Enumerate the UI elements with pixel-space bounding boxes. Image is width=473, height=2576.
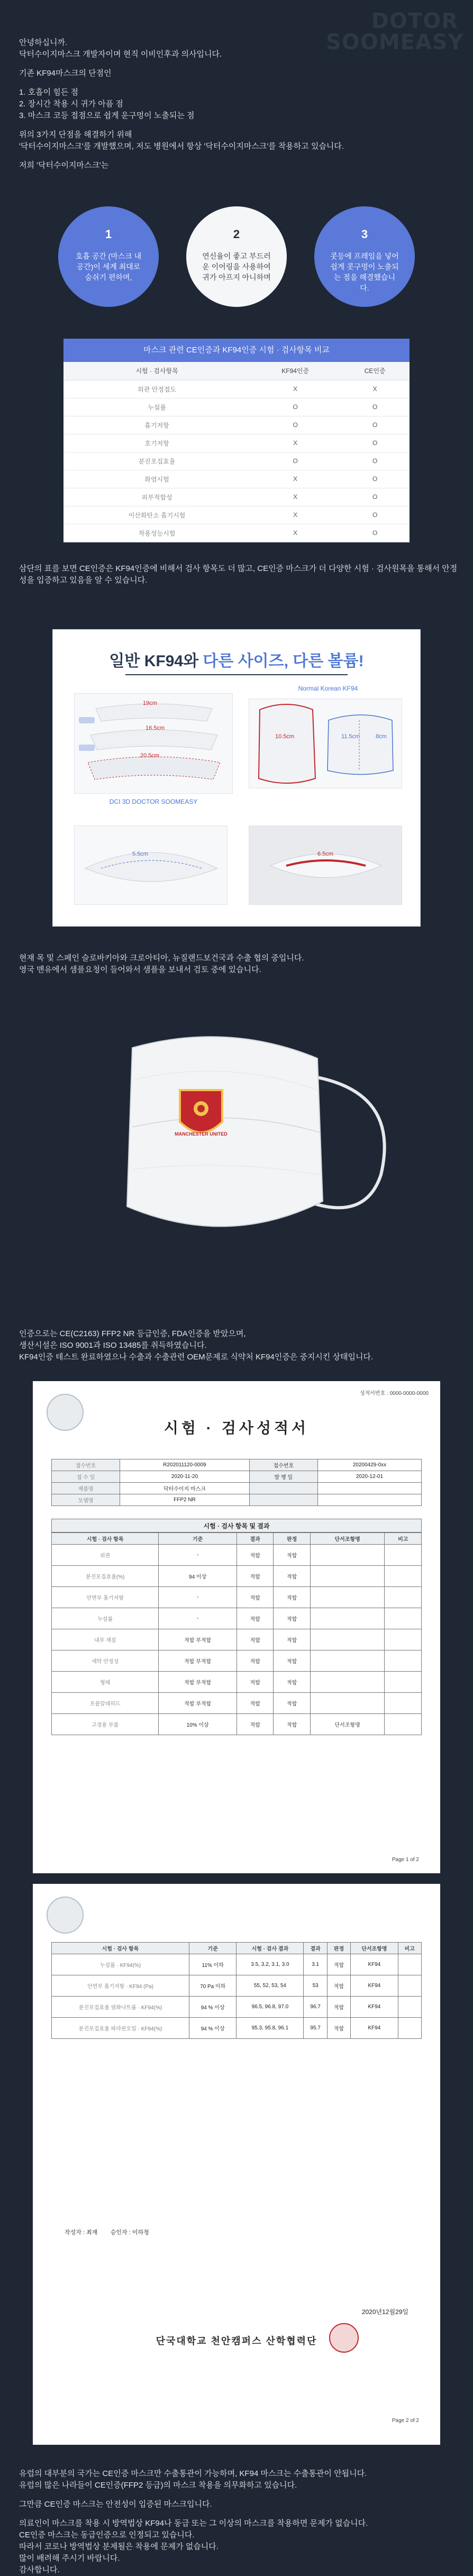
table-cell	[398, 2018, 421, 2039]
table-row	[52, 1545, 422, 1566]
crest-text: MANCHESTER UNITED	[175, 1131, 228, 1137]
table-cell: 적합	[327, 1975, 350, 1997]
table-cell: 형태	[52, 1672, 159, 1693]
table-cell: 제품명	[52, 1483, 120, 1494]
paragraph-closing	[19, 2468, 458, 2576]
table-cell: 3.5, 3.2, 3.1, 3.0	[236, 1954, 304, 1975]
paragraph-line: KF94인증 테스트 완료하였으나 수출과 수출관련 OEM문제로 식약처 KF94인증은 중지시킨 상태입니다.	[19, 1353, 374, 1362]
table-cell: 적합	[236, 1545, 274, 1566]
table-cell: 모델명	[52, 1494, 120, 1506]
intro-line: 위의 3가지 단점을 해결하기 위해	[19, 130, 132, 139]
measure-label: 8cm	[376, 733, 387, 740]
table-cell	[385, 1587, 422, 1608]
table-cell: 분진포집효율	[63, 452, 250, 470]
table-cell	[385, 1650, 422, 1672]
test-report-page-1	[33, 1381, 440, 1873]
table-cell: 적합	[274, 1566, 311, 1587]
paragraph-line: 그만큼 CE인증 마스크는 안전성이 입증된 마스크입니다.	[19, 2500, 212, 2509]
table-row	[52, 1650, 422, 1672]
column-header: 판정	[327, 1943, 350, 1954]
cert-comparison-table	[63, 339, 410, 542]
table-cell: 누설률	[63, 398, 250, 416]
table-cell	[385, 1566, 422, 1587]
normal-kf94-label: Normal Korean KF94	[298, 685, 358, 692]
feature-circle-2	[186, 206, 287, 307]
intro-line: 닥터수이지마스크 개발자이며 현직 이비인후과 의사입니다.	[19, 50, 222, 59]
table-cell: 적합	[236, 1650, 274, 1672]
table-cell: 접수번호	[52, 1459, 120, 1471]
table-cell	[310, 1650, 385, 1672]
table-cell: X	[250, 380, 340, 398]
column-header: 비고	[385, 1533, 422, 1545]
table-cell: 적합	[236, 1672, 274, 1693]
table-row	[52, 1629, 422, 1650]
table-cell: -	[159, 1587, 236, 1608]
table-cell: 분진포집효율(%)	[52, 1566, 159, 1587]
column-header: 단서조항명	[310, 1533, 385, 1545]
paragraph-certification	[19, 1328, 458, 1363]
table-row	[52, 1975, 422, 1997]
table-cell: 적합	[327, 1954, 350, 1975]
measure-label: 16.5cm	[145, 725, 165, 731]
column-header: 기준	[189, 1943, 236, 1954]
table-cell: O	[250, 452, 340, 470]
table-cell: 내부 재질	[52, 1629, 159, 1650]
table-cell: 적합 부적합	[159, 1672, 236, 1693]
table-cell	[310, 1566, 385, 1587]
table-cell: 94 % 이상	[189, 2018, 236, 2039]
table-cell: 적합	[274, 1650, 311, 1672]
table-cell: X	[340, 380, 410, 398]
table-cell: O	[250, 398, 340, 416]
paragraph-line: 많이 배려해 주시기 바랍니다.	[19, 2554, 120, 2563]
intro-line: '닥터수이지마스크'를 개발했으며, 저도 병원에서 항상 '닥터수이지마스크'를 착용하고 있습니다.	[19, 142, 344, 151]
table-cell	[398, 1975, 421, 1997]
table-cell: 적합	[274, 1587, 311, 1608]
table-row	[52, 1693, 422, 1714]
comparison-title	[53, 630, 420, 671]
table-cell: 11% 이하	[189, 1954, 236, 1975]
column-header: 비고	[398, 1943, 421, 1954]
table-row	[63, 398, 410, 416]
table-cell: X	[250, 488, 340, 506]
table-cell: 적합	[236, 1714, 274, 1735]
comparison-title-highlight: 다른 사이즈, 다른 볼륨!	[203, 652, 364, 670]
table-cell: 닥터수이지 마스크	[120, 1483, 250, 1494]
table-row	[52, 1494, 422, 1506]
column-header: 결과	[236, 1533, 274, 1545]
table-cell: O	[250, 416, 340, 434]
column-header: 기준	[159, 1533, 236, 1545]
table-cell: 95.3, 95.8, 96.1	[236, 2018, 304, 2039]
test-report-page-2	[33, 1884, 440, 2445]
feature-circle-3	[314, 206, 415, 307]
table-cell: 고정용 부품	[52, 1714, 159, 1735]
results-section-label: 시험 · 검사 항목 및 결과	[51, 1519, 422, 1532]
intro-line: 저희 '닥터수이지마스크'는	[19, 161, 109, 170]
table-cell	[310, 1587, 385, 1608]
table-cell: 10% 이상	[159, 1714, 236, 1735]
table-cell	[385, 1693, 422, 1714]
column-header: 판정	[274, 1533, 311, 1545]
table-cell: O	[340, 398, 410, 416]
table-row	[52, 1954, 422, 1975]
table-cell: 적합 부적합	[159, 1629, 236, 1650]
table-cell: O	[340, 524, 410, 542]
feature-text: 호흡 공간 (마스크 내 공간)이 세계 최대로 숨쉬기 편하며,	[75, 252, 142, 282]
measure-label: 6.5cm	[317, 851, 333, 857]
column-header: 시험 · 검사 항목	[52, 1533, 159, 1545]
table-cell: 적합	[274, 1714, 311, 1735]
university-seal-icon	[47, 1394, 84, 1431]
table-row	[63, 506, 410, 524]
column-header: 결과	[304, 1943, 327, 1954]
column-header: KF94인증	[250, 362, 340, 380]
paragraph-table-summary: 삼단의 표를 보면 CE인증은 KF94인증에 비해서 검사 항목도 더 많고, CE인증 마스크가 더 다양한 시험 · 검사원목을 통해서 안정성을 입증하고 있음을 알 수 있습니다.	[19, 564, 458, 585]
measure-label: 10.5cm	[275, 733, 295, 740]
table-cell: 착용성능시험	[63, 524, 250, 542]
comparison-title-plain: 일반 KF94와	[109, 652, 203, 670]
table-cell: 3.1	[304, 1954, 327, 1975]
approver-name: 이하청	[132, 2229, 149, 2236]
table-row	[63, 452, 410, 470]
table-cell: 누설률 · KF94(%)	[52, 1954, 189, 1975]
mask-product-image	[0, 1000, 473, 1265]
feature-number: 1	[105, 228, 112, 241]
table-row	[63, 434, 410, 452]
feature-number: 3	[361, 228, 368, 241]
brand-watermark: DOTOR SOOMEASY	[326, 9, 464, 55]
feature-number: 2	[233, 228, 240, 241]
table-cell: 적합	[274, 1608, 311, 1629]
intro-line: 기존 KF94마스크의 단점인	[19, 69, 112, 78]
table-row	[52, 1608, 422, 1629]
table-cell: X	[250, 434, 340, 452]
table-row	[52, 1714, 422, 1735]
table-cell: 세탁 안정성	[52, 1650, 159, 1672]
table-cell: 흡기저항	[63, 416, 250, 434]
table-cell	[385, 1672, 422, 1693]
table-cell: 2020-12-01	[317, 1471, 421, 1483]
table-cell: 피부적합성	[63, 488, 250, 506]
paragraph-line: 영국 맨유에서 샘플요청이 들어와서 샘플을 보내서 검토 중에 있습니다.	[19, 965, 261, 974]
report-results-table-2	[51, 1942, 422, 2039]
paragraph-line: 생산시설은 ISO 9001과 ISO 13485를 취득하였습니다.	[19, 1341, 207, 1350]
table-cell: 접수번호	[249, 1459, 317, 1471]
club-crest-icon	[180, 1090, 222, 1132]
dci-label: DCI 3D DOCTOR SOOMEASY	[109, 798, 198, 805]
table-cell: 96.7	[304, 1997, 327, 2018]
signer-name: 최재	[86, 2229, 98, 2236]
table-cell: 95.7	[304, 2018, 327, 2039]
table-cell	[249, 1494, 317, 1506]
table-cell	[317, 1483, 421, 1494]
paragraph-line: 인증으로는 CE(C2163) FFP2 NR 등급인증, FDA인증을 받았으며,	[19, 1329, 246, 1338]
table-cell: 적합	[274, 1693, 311, 1714]
report-info-table	[51, 1459, 422, 1506]
intro-line: 1. 호흡이 힘든 점	[19, 88, 78, 97]
university-name: 단국대학교 천안캠퍼스 산학협력단	[156, 2336, 317, 2346]
table-row	[63, 416, 410, 434]
table-cell: 55, 52, 53, 54	[236, 1975, 304, 1997]
measure-label: 5.5cm	[132, 851, 148, 857]
table-cell: 누설률	[52, 1608, 159, 1629]
measure-label: 19cm	[143, 700, 157, 706]
paragraph-line: 유럽의 대부분의 국가는 CE인증 마스크만 수출통관이 가능하며, KF94 마스크는 수출통관이 안됩니다.	[19, 2469, 367, 2478]
table-cell: 접 수 일	[52, 1471, 120, 1483]
table-cell: 적합	[236, 1608, 274, 1629]
mask-stack-photo	[74, 693, 233, 794]
table-cell: 안면부 흡기저항 · KF94 (Pa)	[52, 1975, 189, 1997]
table-cell: O	[340, 470, 410, 488]
table-row	[52, 1471, 422, 1483]
table-cell: 적합	[274, 1629, 311, 1650]
table-cell: KF94	[351, 1997, 398, 2018]
table-cell: 적합	[327, 2018, 350, 2039]
table-cell: 적합	[274, 1545, 311, 1566]
table-cell: 2020-11-20	[120, 1471, 250, 1483]
paragraph-line: 현재 목 및 스페인 슬로바키아와 크로아티아, 뉴질랜드보건국과 수출 협의 중입니다.	[19, 954, 304, 963]
table-cell	[398, 1997, 421, 2018]
table-cell: O	[340, 506, 410, 524]
report-title: 시험 · 검사성적서	[163, 1420, 310, 1436]
table-cell: 적합	[236, 1629, 274, 1650]
table-row	[63, 488, 410, 506]
table-cell: 적합	[236, 1587, 274, 1608]
table-row	[63, 524, 410, 542]
table-cell: O	[340, 416, 410, 434]
table-cell	[310, 1629, 385, 1650]
table-cell: 적합	[236, 1566, 274, 1587]
table-cell: -	[159, 1608, 236, 1629]
intro-line: 안녕하십니까.	[19, 38, 68, 47]
table-cell: KF94	[351, 1954, 398, 1975]
table-cell: X	[250, 470, 340, 488]
mask-side-photo	[249, 699, 402, 788]
table-cell: R202011120-0009	[120, 1459, 250, 1471]
column-header: 단서조항명	[351, 1943, 398, 1954]
table-cell: 적합	[327, 1997, 350, 2018]
column-header: 시험 · 검사 항목	[52, 1943, 189, 1954]
approver-label: 승인자	[110, 2229, 128, 2236]
paragraph-export	[19, 953, 458, 976]
feature-text: 연신율이 좋고 부드러운 이어링을 사용하여 귀가 아프지 아니하며	[202, 252, 271, 282]
mask-top-view-photo	[74, 826, 228, 905]
table-cell: 이산화탄소 흡기시험	[63, 506, 250, 524]
comparison-table-grid	[63, 362, 410, 542]
table-cell: -	[159, 1545, 236, 1566]
report-code: 성적서번호 : 0000-0000-0000	[359, 1391, 429, 1396]
table-cell: KF94	[351, 1975, 398, 1997]
table-row	[52, 1483, 422, 1494]
feature-text: 콧등에 프레임을 넣어 쉽게 콧구멍이 노출되는 점을 해결했습니다.	[330, 252, 399, 292]
table-cell: FFP2 NR	[120, 1494, 250, 1506]
table-cell: KF94	[351, 2018, 398, 2039]
table-cell: 호기저항	[63, 434, 250, 452]
table-row	[52, 2018, 422, 2039]
intro-line: 3. 마스크 코등 접점으로 쉽게 운구멍이 노출되는 점	[19, 111, 195, 120]
table-row	[52, 1997, 422, 2018]
table-cell: O	[340, 452, 410, 470]
table-cell	[310, 1545, 385, 1566]
table-cell: 단서조항명	[310, 1714, 385, 1735]
paragraph-line: 의료인이 마스크를 착용 시 방역법상 KF94나 동급 또는 그 이상의 마스크를 착용하면 문제가 없습니다.	[19, 2519, 368, 2528]
table-cell: 53	[304, 1975, 327, 1997]
table-cell: X	[250, 524, 340, 542]
feature-circle-1	[58, 206, 159, 307]
table-row	[52, 1566, 422, 1587]
column-header: 시험 · 검사 결과	[236, 1943, 304, 1954]
table-cell: O	[340, 434, 410, 452]
paragraph-line: 유럽의 많은 나라들이 CE인증(FFP2 등급)의 마스크 착용을 의무화하고 있습니다.	[19, 2481, 297, 2490]
table-cell	[385, 1629, 422, 1650]
table-cell	[310, 1608, 385, 1629]
table-cell: 발 행 일	[249, 1471, 317, 1483]
table-cell: 96.5, 96.8, 97.0	[236, 1997, 304, 2018]
table-row	[63, 380, 410, 398]
table-cell: 94 이상	[159, 1566, 236, 1587]
table-row	[52, 1672, 422, 1693]
measure-label: 20.5cm	[140, 752, 160, 759]
table-cell: 70 Pa 이하	[189, 1975, 236, 1997]
table-cell: X	[250, 506, 340, 524]
paragraph-line: CE인증 마스크는 동급인증으로 인정되고 있습니다.	[19, 2530, 195, 2539]
paragraph-line: 따라서 코로나 방역법상 분제될은 착용에 문제가 없습니다.	[19, 2542, 219, 2551]
table-cell	[385, 1608, 422, 1629]
table-cell: 94 % 이상	[189, 1997, 236, 2018]
table-cell: 외관 안정접도	[63, 380, 250, 398]
size-comparison-image	[53, 630, 420, 926]
table-cell	[249, 1483, 317, 1494]
table-cell: 외관	[52, 1545, 159, 1566]
official-stamp-icon	[329, 2323, 359, 2353]
table-row	[52, 1587, 422, 1608]
table-cell: 적합 부적합	[159, 1650, 236, 1672]
paragraph-line: 감사합니다.	[19, 2565, 60, 2574]
table-cell	[317, 1494, 421, 1506]
intro-line: 2. 장시간 착용 시 귀가 아픔 점	[19, 99, 123, 108]
table-row	[63, 470, 410, 488]
table-cell	[310, 1693, 385, 1714]
issue-date: 2020년12월29일	[361, 2308, 408, 2316]
table-row	[52, 1459, 422, 1471]
intro-section	[0, 0, 473, 169]
table-cell: 포름알데히드	[52, 1693, 159, 1714]
table-cell: 화염시험	[63, 470, 250, 488]
feature-circles	[0, 206, 473, 323]
table-cell	[385, 1545, 422, 1566]
table-cell: 적합	[274, 1672, 311, 1693]
table-cell	[398, 1954, 421, 1975]
university-seal-icon	[47, 1897, 84, 1934]
table-cell	[310, 1672, 385, 1693]
table-cell: 분진포집효율 파라핀오일 · KF94(%)	[52, 2018, 189, 2039]
column-header: CE인증	[340, 362, 410, 380]
page-number: Page 1 of 2	[392, 1857, 419, 1863]
mask-red-band-photo	[249, 826, 402, 905]
table-cell: O	[340, 488, 410, 506]
signatures: 작성자 : 최재 승인자 : 이하청	[65, 2229, 149, 2236]
table-cell: 적합 부적합	[159, 1693, 236, 1714]
measure-label: 11.5cm	[341, 733, 360, 740]
column-header: 시험 · 검사항목	[63, 362, 250, 380]
table-cell: 안면부 흡기저항	[52, 1587, 159, 1608]
page-number: Page 2 of 2	[392, 2418, 419, 2424]
signer-label: 작성자	[65, 2229, 81, 2236]
table-cell	[385, 1714, 422, 1735]
table-cell: 적합	[236, 1693, 274, 1714]
table-cell: 20200429-0xx	[317, 1459, 421, 1471]
report-results-table	[51, 1532, 422, 1735]
table-cell: 분진포집효율 염화나트륨 · KF94(%)	[52, 1997, 189, 2018]
table-title: 마스크 관련 CE인증과 KF94인증 시험 · 검사항목 비교	[63, 339, 410, 362]
